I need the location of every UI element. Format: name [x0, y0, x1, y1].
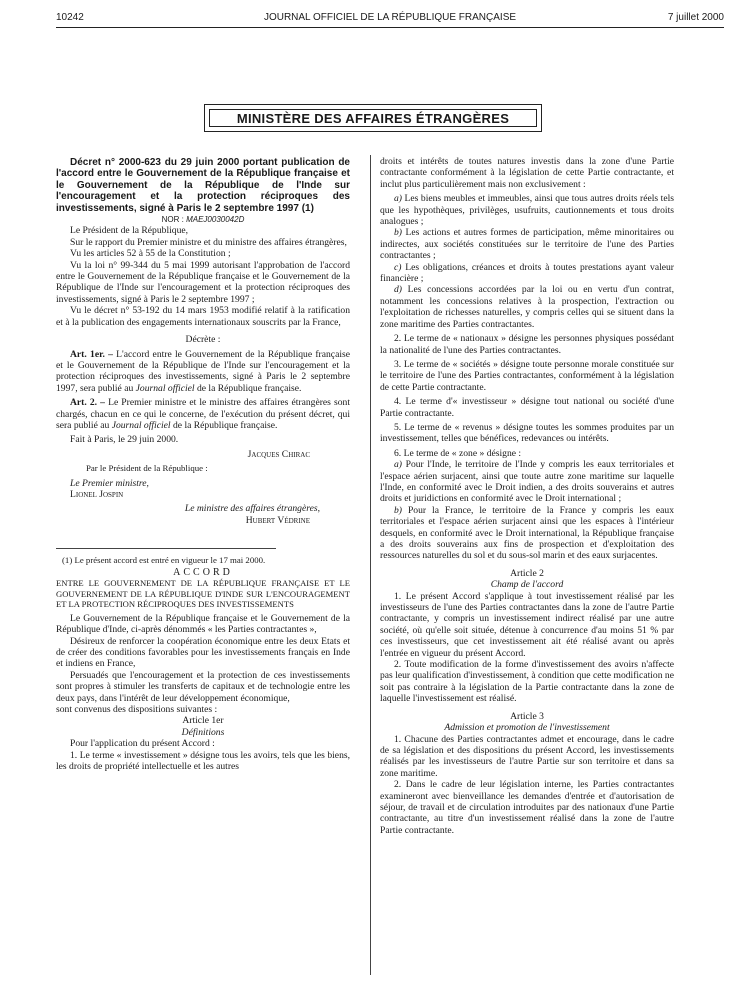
article-1-para-3: 3. Le terme de « sociétés » désigne toute personne morale constituée sur le territoire de l'une des Parties contractantes, conformément à la législation de cette Partie contractante. [380, 358, 674, 393]
item-a: a) Les biens meubles et immeubles, ainsi que tous autres droits réels tels que les hypothèques, privilèges, usufruits, cautionnements et tous droits analogues ; [380, 193, 674, 228]
page-header [56, 12, 724, 28]
page-number: 10242 [56, 12, 84, 23]
minister-name: Hubert Védrine [245, 514, 310, 526]
article-3-heading: Article 3 [510, 710, 544, 722]
decree-para-5: Vu le décret n° 53-192 du 14 mars 1953 modifié relatif à la ratification et à la publication des engagements internationaux souscrits par la France, [56, 305, 350, 328]
article-1-para-2: 2. Le terme de « nationaux » désigne les personnes physiques possédant la nationalité de l'une des Parties contractantes. [380, 333, 674, 356]
article-2-heading: Article 2 [510, 567, 544, 579]
right-column [380, 156, 674, 836]
decree-para-4: Vu la loi n° 99-344 du 5 mai 1999 autorisant l'approbation de l'accord entre le Gouvernement de la République française et le Gouvernement de la République de l'Inde sur l'encouragement et la protection réciproques des investissements, signé à Paris le 2 septembre 1997 ; [56, 259, 350, 305]
article-1-subtitle: Définitions [181, 726, 225, 738]
signature-president: Jacques Chirac [247, 448, 310, 460]
accord-para-2: Désireux de renforcer la coopération économique entre les deux Etats et de créer des conditions favorables pour les investissements français en Inde et indiens en France, [56, 635, 350, 670]
zone-a: a) Pour l'Inde, le territoire de l'Inde y compris les eaux territoriales et l'espace aérien surjacent, ainsi que toute autre zone maritime sur laquelle l'Inde, en conformité avec le Droit indien, a des droits souverains et autres droits et juridictions en conformité avec le Droit international ; [380, 459, 674, 505]
article-1-heading: Article 1er [182, 715, 224, 727]
decree-fait: Fait à Paris, le 29 juin 2000. [70, 434, 179, 446]
decree-title: Décret n° 2000-623 du 29 juin 2000 portant publication de l'accord entre le Gouvernement de la République française et le Gouvernement de la République de l'Inde sur l'encouragement et la protection réciproques des investissements, signé à Paris le 2 septembre 1997 (1) [56, 157, 350, 214]
item-b: b) Les actions et autres formes de participation, même minoritaires ou indirectes, aux sociétés constituées sur le territoire de l'une des Parties contractantes ; [380, 227, 674, 262]
article-2-para-1: 1. Le présent Accord s'applique à tout investissement réalisé par les investisseurs de l'une des Parties contractantes dans la zone de l'autre Partie contractante, y compris un investissement indirect réalisé par une autre société, où qu'elle soit située, détenue à concurrence d'au moins 51 % par ces investisseurs, que cet investissement ait été réalisé avant ou après l'entrée en vigueur du présent Accord. [380, 590, 674, 659]
article-2-para-2: 2. Toute modification de la forme d'investissement des avoirs n'affecte pas leur qualification d'investissement, à condition que cette modification ne soit pas contraire à la législation de la Partie contractante dans la zone de laquelle l'investissement est réalisé. [380, 659, 674, 705]
accord-convenus: sont convenus des dispositions suivantes : [56, 704, 218, 716]
left-column [56, 157, 350, 772]
article-1-para-4: 4. Le terme d'« investisseur » désigne tout national ou société d'une Partie contractante. [380, 396, 674, 419]
footnote-rule [56, 548, 276, 549]
decree-para-2: Sur le rapport du Premier ministre et du ministre des affaires étrangères, [70, 236, 347, 248]
accord-para-1: Le Gouvernement de la République française et le Gouvernement de la République d'Inde, ci-après dénommés « les Parties contractantes », [56, 612, 350, 636]
header-rule [56, 27, 724, 28]
accord-heading: ACCORD [173, 566, 233, 578]
article-3-para-1: 1. Chacune des Parties contractantes admet et encourage, dans le cadre de sa législation et des dispositions du présent Accord, les investissements réalisés par les investisseurs de l'autre Partie sur son territoire et dans sa zone maritime. [380, 733, 674, 779]
issue-date: 7 juillet 2000 [667, 12, 724, 23]
decrete-heading: Décrète : [185, 334, 221, 346]
article-1-para-1-start: 1. Le terme « investissement » désigne tous les avoirs, tels que les biens, les droits de propriété intellectuelle et les autres [56, 749, 350, 773]
decree-para-1: Le Président de la République, [70, 225, 189, 237]
column-divider [370, 155, 371, 975]
pm-name: Lionel Jospin [70, 488, 124, 500]
minister-title: Le ministre des affaires étrangères, [184, 503, 320, 515]
par-le-president: Par le Président de la République : [86, 463, 208, 474]
accord-para-3: Persuadés que l'encouragement et la protection de ces investissements sont propres à stimuler les transferts de capitaux et de technologie entre les deux pays, dans l'intérêt de leur développement économique, [56, 669, 350, 704]
article-1-para-6: 6. Le terme de « zone » désigne : [394, 447, 522, 459]
article-1-intro: Pour l'application du présent Accord : [70, 738, 215, 750]
article-1-para-1-cont: droits et intérêts de toutes natures investis dans la zone d'une Partie contractante conformément à la législation de cette Partie contractante, et inclut plus particulièrement mais non exclusivement : [380, 156, 674, 190]
decree-article-2: Art. 2. – Le Premier ministre et le ministre des affaires étrangères sont chargés, chacun en ce qui le concerne, de l'exécution du présent décret, qui sera publié au Journal officiel de la République française. [56, 397, 350, 431]
nor-reference: NOR : MAEJ0030042D [161, 215, 245, 225]
pm-title: Le Premier ministre, [70, 477, 149, 489]
article-3-para-2: 2. Dans le cadre de leur législation interne, les Parties contractantes examineront avec bienveillance les demandes d'entrée et d'autorisation de séjour, de travail et de circulation introduites par des nationaux d'une Partie contractante, au titre d'un investissement réalisé dans la zone de l'autre Partie contractante. [380, 779, 674, 836]
ministry-box [204, 104, 542, 132]
zone-b: b) Pour la France, le territoire de la France y compris les eaux territoriales et l'espace aérien surjacent ainsi que les espaces à l'intérieur desquels, en conformité avec le Droit international, la République française a des droits souverains aux fins de prospection et d'exploitation des ressources naturelles du sol et du sous-sol marin et des eaux surjacentes. [380, 504, 674, 562]
journal-title: JOURNAL OFFICIEL DE LA RÉPUBLIQUE FRANÇAISE [263, 12, 517, 23]
article-2-subtitle: Champ de l'accord [490, 579, 564, 591]
article-3-subtitle: Admission et promotion de l'investissement [444, 722, 610, 734]
decree-para-3: Vu les articles 52 à 55 de la Constitution ; [70, 248, 231, 260]
decree-article-1: Art. 1er. – L'accord entre le Gouvernement de la République française et le Gouvernement de la République de l'Inde sur l'encouragement et la protection réciproques des investissements, signé à Paris le 2 septembre 1997, sera publié au Journal officiel de la République française. [56, 348, 350, 394]
footnote: (1) Le présent accord est entré en vigueur le 17 mai 2000. [62, 555, 266, 566]
accord-title: ENTRE LE GOUVERNEMENT DE LA RÉPUBLIQUE FRANÇAISE ET LE GOUVERNEMENT DE LA RÉPUBLIQUE D'INDE SUR L'ENCOURAGEMENT ET LA PROTECTION RÉCIPROQUES DES INVESTISSEMENTS [56, 578, 350, 610]
item-d: d) Les concessions accordées par la loi ou en vertu d'un contrat, notamment les concessions relatives à la prospection, l'extraction ou l'exploitation de richesses naturelles, y compris celles qui se situent dans la zone maritime des Parties contractantes. [380, 284, 674, 330]
article-1-para-5: 5. Le terme de « revenus » désigne toutes les sommes produites par un investissement, telles que bénéfices, redevances ou intérêts. [380, 421, 674, 445]
item-c: c) Les obligations, créances et droits à toutes prestations ayant valeur financière ; [380, 261, 674, 285]
ministry-title: MINISTÈRE DES AFFAIRES ÉTRANGÈRES [209, 109, 537, 127]
